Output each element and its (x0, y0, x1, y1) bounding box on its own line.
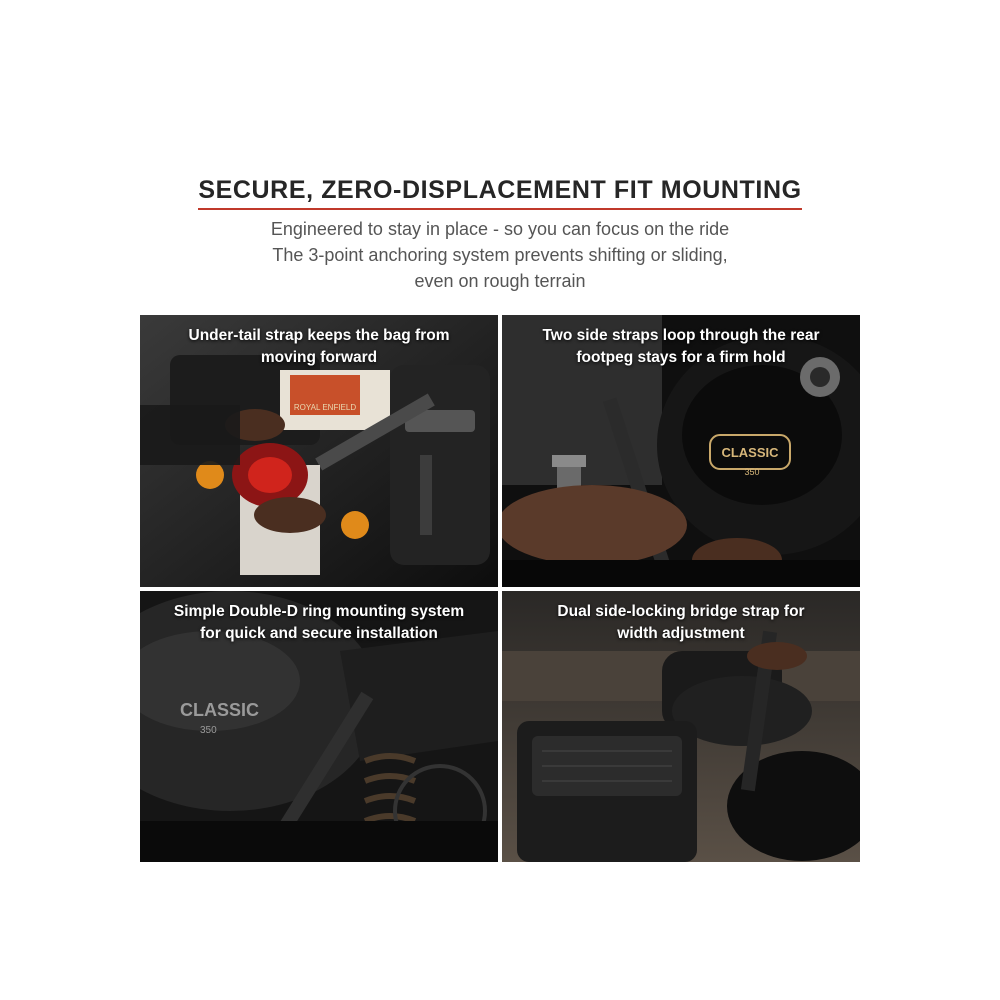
header (0, 176, 1000, 294)
brand-sub-label: 350 (744, 467, 760, 477)
panel-caption (502, 325, 860, 369)
brand-sub-label: 350 (200, 725, 217, 736)
subtitle-line: The 3-point anchoring system prevents shifting or sliding, (272, 245, 728, 265)
panel-double-d-ring (140, 591, 498, 862)
brand-label: CLASSIC (721, 445, 779, 460)
panel-side-straps (502, 315, 860, 587)
feature-image-grid (140, 315, 860, 862)
panel-under-tail-strap (140, 315, 498, 587)
subtitle-line: even on rough terrain (414, 271, 586, 291)
caption-line: moving forward (260, 349, 378, 366)
page-title: SECURE, ZERO-DISPLACEMENT FIT MOUNTING (198, 176, 801, 210)
caption-line: Two side straps loop through the rear (542, 327, 820, 344)
caption-line: Under-tail strap keeps the bag from (188, 327, 450, 344)
caption-line: footpeg stays for a firm hold (576, 349, 786, 366)
caption-line: for quick and secure installation (200, 625, 438, 642)
panel-caption (140, 325, 498, 369)
brand-label: ROYAL ENFIELD (293, 403, 357, 412)
caption-line: Simple Double-D ring mounting system (173, 603, 465, 620)
subtitle (0, 216, 1000, 294)
subtitle-line: Engineered to stay in place - so you can focus on the ride (270, 219, 730, 239)
panel-caption (140, 601, 498, 645)
caption-line: width adjustment (617, 625, 745, 642)
panel-caption (502, 601, 860, 645)
brand-label: CLASSIC (180, 700, 260, 720)
caption-line: Dual side-locking bridge strap for (557, 603, 805, 620)
panel-bridge-strap (502, 591, 860, 862)
